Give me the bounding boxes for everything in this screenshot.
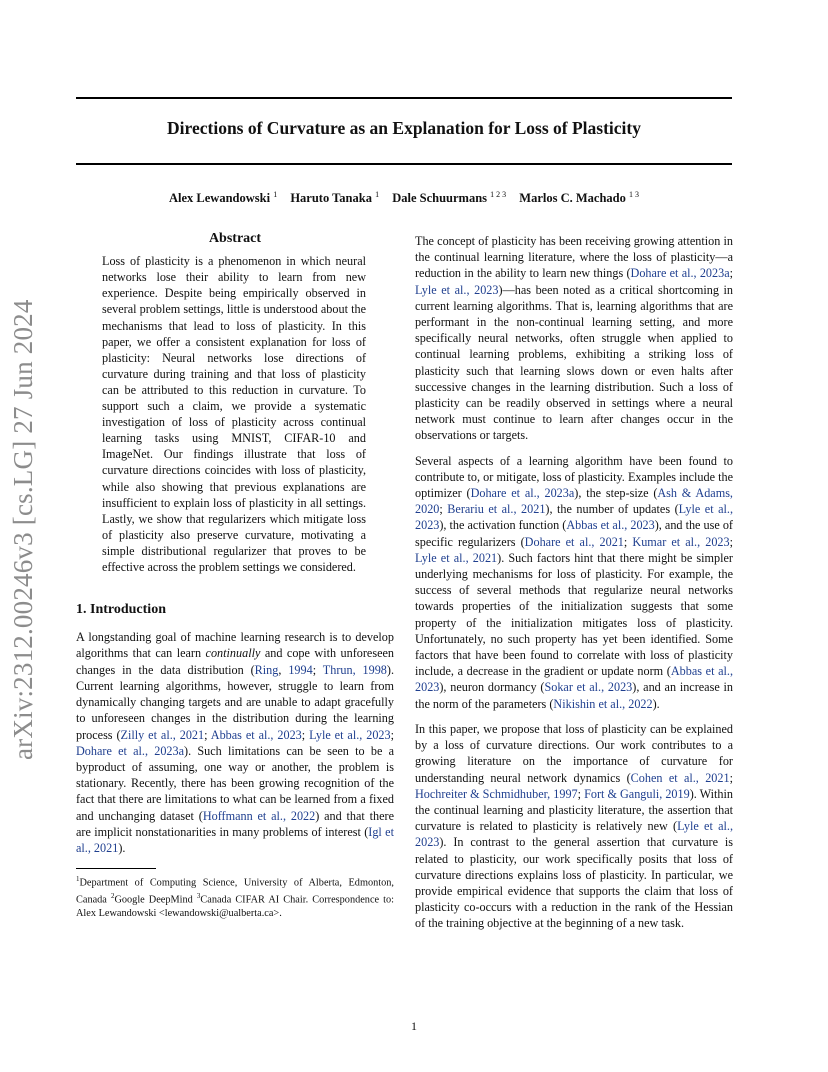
- citation-link[interactable]: Lyle et al., 2023: [415, 282, 499, 297]
- citation-link[interactable]: Dohare et al., 2021: [524, 534, 624, 549]
- page-number: 1: [411, 1019, 417, 1033]
- citation-link[interactable]: Ring: [254, 662, 279, 677]
- citation-link[interactable]: Berariu et al., 2021: [447, 502, 546, 517]
- citation-link[interactable]: Abbas et al., 2023: [210, 727, 302, 742]
- citation-link[interactable]: Lyle et al., 2023: [309, 727, 391, 742]
- author-list: [76, 190, 732, 206]
- abstract-heading: Abstract: [208, 231, 262, 246]
- citation-link[interactable]: Nikishin et al., 2022: [553, 696, 653, 711]
- citation-link[interactable]: Igl et al., 2021: [76, 824, 394, 855]
- title-rule-bottom: [76, 163, 732, 165]
- citation-link[interactable]: Lyle et al., 2023: [415, 502, 734, 533]
- citation-link[interactable]: Cohen et al., 2021: [630, 770, 730, 785]
- intro-paragraph-4: In this paper, we propose that loss of plasticity can be explained by a loss of curvature directions. Our work contributes to a growing literature on the importance of curvature for understanding neural network dynamics (Cohen et al., 2021; Hochreiter & Schmidhuber, 1997; Fort & Ganguli, 2019). Within the continual learning and plasticity literature, the assertion that curvature is related to plasticity is relatively new (Lyle et al., 2023). In contrast to the general assertion that curvature is related to plasticity, our work specifically posits that loss of curvature directions explains loss of plasticity. In particular, we provide empirical evidence that supports the claim that loss of plasticity co-occurs with a reduction in the rank of the Hessian of the training objective at the beginning of a new task.: [415, 721, 734, 931]
- section-heading: 1. Introduction: [76, 602, 166, 618]
- intro-paragraph-2: The concept of plasticity has been receiving growing attention in the continual learning literature, where the loss of plasticity—a reduction in the ability to learn new things (Dohare et al., 2023a; Lyle et al., 2023)—has been noted as a critical shortcoming in current learning algorithms. That is, learning algorithms that are performant in the non-continual learning setting, and more specifically neural networks, often struggle when applied to continual learning problems, exhibiting a striking loss of plasticity such that learning slows down or even halts after successive changes in the learning distribution. Such a loss of plasticity can be readily observed in settings where a neural network must continue to learn after changes occur in the observations or targets.: [415, 234, 734, 443]
- citation-link[interactable]: Dohare et al., 2023a: [470, 486, 575, 501]
- left-column: [76, 231, 394, 920]
- title-rule-top: [76, 97, 732, 99]
- paper-title: Directions of Curvature as an Explanation for Loss of Plasticity: [167, 118, 641, 138]
- citation-link[interactable]: 1994: [288, 662, 313, 677]
- citation-link[interactable]: Hoffmann et al., 2022: [202, 808, 316, 823]
- citation-link[interactable]: Abbas et al., 2023: [415, 664, 734, 695]
- citation-link[interactable]: Zilly et al., 2021: [120, 727, 205, 742]
- author: Marlos C. Machado $^{1 3}$: [519, 190, 639, 206]
- right-column: [415, 233, 733, 941]
- citation-link[interactable]: Abbas et al., 2023: [566, 518, 655, 533]
- abstract-text: Loss of plasticity is a phenomenon in which neural networks lose their ability to learn from new experience. Despite being empirically observed in several problem settings, little is understood about the mechanisms that lead to loss of plasticity. In this paper, we offer a consistent explanation for loss of plasticity: Neural networks lose directions of curvature during training and that loss of plasticity can be attributed to this reduction in curvature. To support such a claim, we provide a systematic investigation of loss of plasticity across continual learning tasks using MNIST, CIFAR-10 and ImageNet. Our findings illustrate that loss of curvature directions coincides with loss of plasticity, while also showing that previous explanations are insufficient to explain loss of plasticity in all settings. Lastly, we show that regularizers which mitigate loss of plasticity also preserve curvature, motivating a simple distributional regularizer that proves to be effective across the problem settings we considered.: [102, 254, 366, 574]
- affiliation-footnote: $^1$Department of Computing Science, University of Alberta, Edmonton, Canada $^2$Google DeepMind $^3$Canada CIFAR AI Chair. Correspondence to: Alex Lewandowski <lewandowski@ualberta.ca>.: [76, 875, 395, 919]
- citation-link[interactable]: Lyle et al., 2021: [415, 550, 498, 565]
- citation-link[interactable]: Thrun, 1998: [322, 662, 387, 677]
- citation-link[interactable]: Lyle et al., 2023: [415, 819, 733, 850]
- author: Alex Lewandowski $^1$: [169, 190, 278, 206]
- citation-link[interactable]: Dohare et al., 2023a: [630, 266, 730, 281]
- citation-link[interactable]: Kumar et al., 2023: [632, 534, 730, 549]
- citation-link[interactable]: Sokar et al., 2023: [544, 680, 633, 695]
- citation-link[interactable]: Fort & Ganguli, 2019: [584, 786, 690, 801]
- arxiv-identifier: arXiv:2312.00246v3 [cs.LG] 27 Jun 2024: [8, 299, 38, 760]
- footnote-rule: [76, 868, 156, 869]
- author: Haruto Tanaka $^1$: [290, 190, 380, 206]
- author: Dale Schuurmans $^{1 2 3}$: [392, 190, 507, 206]
- citation-link[interactable]: Dohare et al., 2023a: [76, 743, 185, 758]
- intro-paragraph-3: Several aspects of a learning algorithm have been found to contribute to, or mitigate, loss of plasticity. Examples include the optimizer (Dohare et al., 2023a), the step-size (Ash & Adams, 2020; Berariu et al., 2021), the number of updates (Lyle et al., 2023), the activation function (Abbas et al., 2023), and the use of specific regularizers (Dohare et al., 2021; Kumar et al., 2023; Lyle et al., 2021). Such factors hint that there might be simpler underlying mechanisms for loss of plasticity. For example, the success of several methods that regularize neural networks towards properties of the initialization suggests that some property of the initialization mitigates loss of plasticity. Unfortunately, no such property has yet been identified. Some factors that have been found to correlate with loss of plasticity include, a decrease in the gradient or update norm (Abbas et al., 2023), neuron dormancy (Sokar et al., 2023), and an increase in the norm of the parameters (Nikishin et al., 2022).: [415, 453, 734, 711]
- citation-link[interactable]: Ash & Adams, 2020: [415, 486, 733, 517]
- intro-paragraph-1: A longstanding goal of machine learning research is to develop algorithms that can learn continually and cope with unforeseen changes in the data distribution (Ring, 1994; Thrun, 1998). Current learning algorithms, however, struggle to learn from dynamically changing targets and are unable to adapt gracefully to unforeseen changes in the distribution during the learning process (Zilly et al., 2021; Abbas et al., 2023; Lyle et al., 2023; Dohare et al., 2023a). Such limitations can be seen to be a byproduct of assuming, one way or another, the problem is stationary. Recently, there has been growing recognition of the fact that there are limitations to what can be learned from a fixed and unchanging dataset (Hoffmann et al., 2022) and that there are implicit nonstationarities in many problems of interest (Igl et al., 2021).: [76, 630, 395, 855]
- citation-link[interactable]: Hochreiter & Schmidhuber, 1997: [415, 786, 578, 801]
